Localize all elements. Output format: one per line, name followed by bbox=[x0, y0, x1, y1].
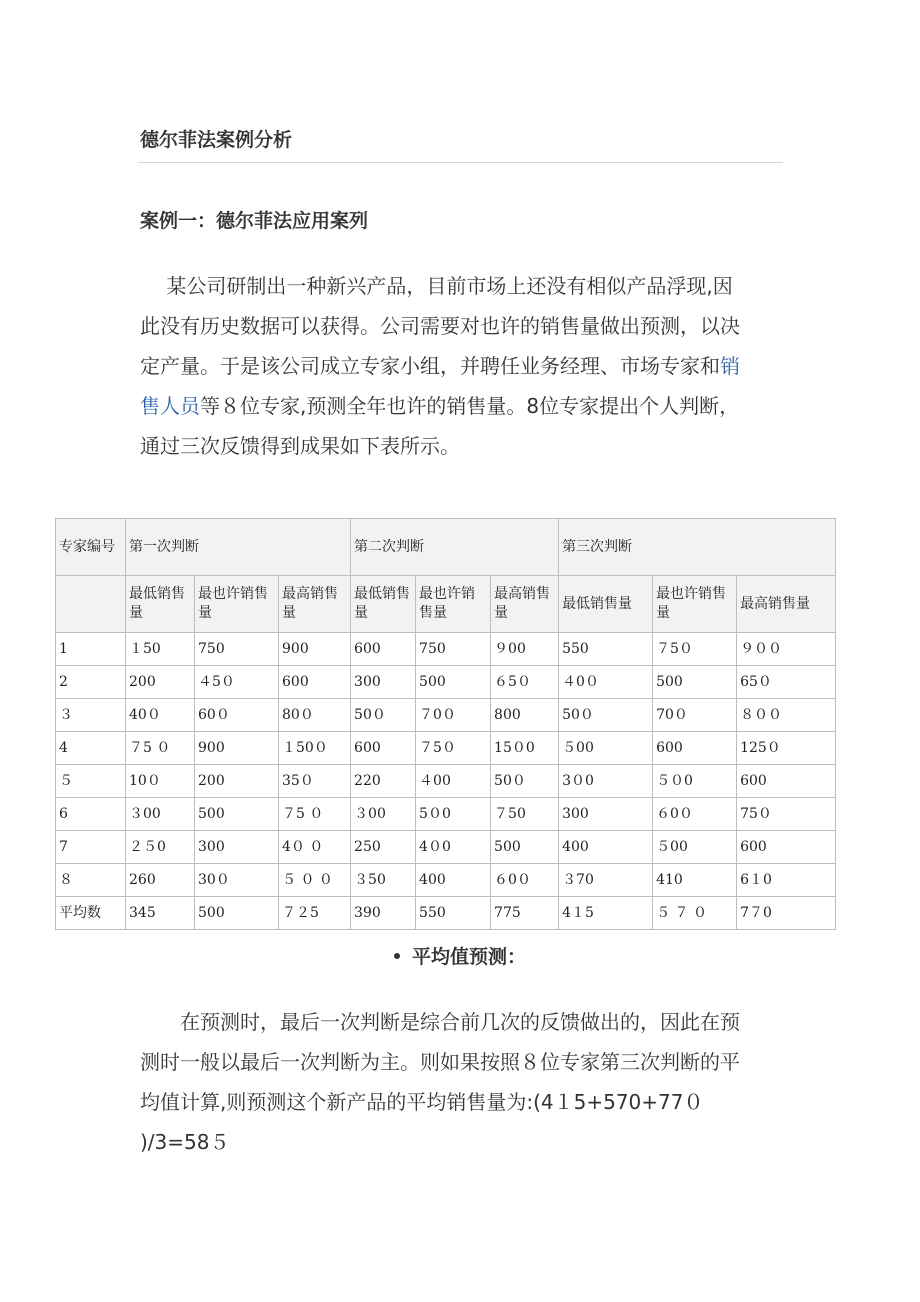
expert-id-cell: 7 bbox=[56, 831, 126, 864]
sales-value-cell: ８００ bbox=[737, 699, 836, 732]
sales-value-cell: 500 bbox=[416, 666, 491, 699]
sales-value-cell: 300 bbox=[195, 831, 279, 864]
expert-id-cell: 1 bbox=[56, 633, 126, 666]
page-title: 德尔菲法案例分析 bbox=[140, 129, 293, 151]
conclusion-line: )/3=58５ bbox=[140, 1130, 230, 1154]
table-row bbox=[56, 732, 836, 765]
table-row bbox=[56, 831, 836, 864]
sales-value-cell: 80０ bbox=[279, 699, 351, 732]
sales-value-cell: 345 bbox=[126, 897, 195, 930]
subheader-cell: 最高销售量 bbox=[491, 576, 559, 633]
subheader-cell: 最低销售量 bbox=[559, 576, 653, 633]
sales-value-cell: 125０ bbox=[737, 732, 836, 765]
sales-value-cell: ２５0 bbox=[126, 831, 195, 864]
sales-value-cell: １50 bbox=[126, 633, 195, 666]
sales-value-cell: ３70 bbox=[559, 864, 653, 897]
sales-value-cell: ５00 bbox=[653, 831, 737, 864]
sales-value-cell: 900 bbox=[279, 633, 351, 666]
group-header: 第二次判断 bbox=[351, 519, 559, 576]
subheader-cell: 最也许销售量 bbox=[653, 576, 737, 633]
sales-value-cell: ５00 bbox=[559, 732, 653, 765]
sales-value-cell: 260 bbox=[126, 864, 195, 897]
intro-text: 定产量。于是该公司成立专家小组，并聘任业务经理、市场专家和 bbox=[140, 354, 720, 378]
sales-value-cell: 6１0 bbox=[737, 864, 836, 897]
sales-value-cell: ７0０ bbox=[416, 699, 491, 732]
subheader-cell: 最低销售量 bbox=[351, 576, 416, 633]
sales-value-cell: 5０0 bbox=[416, 798, 491, 831]
sales-value-cell: 900 bbox=[195, 732, 279, 765]
sales-value-cell: 4０ ０ bbox=[279, 831, 351, 864]
sales-value-cell: ７5 ０ bbox=[126, 732, 195, 765]
bullet-heading-text: 平均值预测： bbox=[411, 946, 526, 968]
sales-value-cell: 500 bbox=[653, 666, 737, 699]
sales-value-cell: 10０ bbox=[126, 765, 195, 798]
table-body bbox=[56, 633, 836, 930]
sales-value-cell: ４00 bbox=[416, 765, 491, 798]
sales-value-cell: 600 bbox=[351, 633, 416, 666]
table-header-row bbox=[56, 519, 836, 576]
sales-value-cell: 600 bbox=[279, 666, 351, 699]
sales-value-cell: 15０0 bbox=[491, 732, 559, 765]
expert-id-cell: 2 bbox=[56, 666, 126, 699]
sales-value-cell: 600 bbox=[737, 831, 836, 864]
sales-value-cell: 65０ bbox=[737, 666, 836, 699]
sales-value-cell: ７5０ bbox=[416, 732, 491, 765]
sales-value-cell: １50０ bbox=[279, 732, 351, 765]
average-forecast-heading bbox=[0, 942, 920, 969]
sales-staff-link[interactable]: 售人员 bbox=[140, 394, 200, 418]
sales-value-cell: 775 bbox=[491, 897, 559, 930]
sales-value-cell: 750 bbox=[416, 633, 491, 666]
table-row bbox=[56, 666, 836, 699]
corner-header: 专家编号 bbox=[56, 519, 126, 576]
sales-value-cell: ７２5 bbox=[279, 897, 351, 930]
intro-line: 此没有历史数据可以获得。公司需要对也许的销售量做出预测，以决 bbox=[140, 314, 740, 338]
sales-value-cell: ４5０ bbox=[195, 666, 279, 699]
table-subheader-row bbox=[56, 576, 836, 633]
sales-value-cell: ４0０ bbox=[559, 666, 653, 699]
sales-value-cell: 35０ bbox=[279, 765, 351, 798]
group-header: 第三次判断 bbox=[559, 519, 836, 576]
subheader-cell: 最高销售量 bbox=[737, 576, 836, 633]
conclusion-paragraph bbox=[140, 1002, 785, 1162]
table-row bbox=[56, 765, 836, 798]
conclusion-line: 测时一般以最后一次判断为主。则如果按照８位专家第三次判断的平 bbox=[140, 1050, 740, 1074]
sales-value-cell: 800 bbox=[491, 699, 559, 732]
sales-value-cell: 7７0 bbox=[737, 897, 836, 930]
sales-value-cell: ６5０ bbox=[491, 666, 559, 699]
intro-line bbox=[140, 346, 785, 386]
expert-id-cell: ５ bbox=[56, 765, 126, 798]
intro-text: 等８位专家,预测全年也许的销售量。8位专家提出个人判断， bbox=[200, 394, 740, 418]
table-row bbox=[56, 633, 836, 666]
sales-value-cell: 50０ bbox=[351, 699, 416, 732]
sales-value-cell: 550 bbox=[416, 897, 491, 930]
sales-value-cell: 250 bbox=[351, 831, 416, 864]
bullet-dot bbox=[394, 953, 400, 959]
sales-value-cell: 60０ bbox=[195, 699, 279, 732]
sales-value-cell: 220 bbox=[351, 765, 416, 798]
sales-value-cell: ３00 bbox=[351, 798, 416, 831]
sales-value-cell: 410 bbox=[653, 864, 737, 897]
expert-id-cell: 平均数 bbox=[56, 897, 126, 930]
sales-value-cell: 300 bbox=[351, 666, 416, 699]
section-heading: 案例一：德尔菲法应用案列 bbox=[140, 210, 369, 232]
sales-value-cell: 600 bbox=[351, 732, 416, 765]
sales-value-cell: ５ ０ ０ bbox=[279, 864, 351, 897]
sales-value-cell: 3０0 bbox=[559, 765, 653, 798]
sales-value-cell: 30０ bbox=[195, 864, 279, 897]
subheader-cell: 最高销售量 bbox=[279, 576, 351, 633]
table-row bbox=[56, 864, 836, 897]
sales-value-cell: 200 bbox=[195, 765, 279, 798]
sales-value-cell: 600 bbox=[737, 765, 836, 798]
sales-value-cell: 4１5 bbox=[559, 897, 653, 930]
sales-value-cell: 50０ bbox=[559, 699, 653, 732]
subheader-cell: 最也许销售量 bbox=[195, 576, 279, 633]
sales-value-cell: ９００ bbox=[737, 633, 836, 666]
sales-value-cell: 400 bbox=[416, 864, 491, 897]
sales-value-cell: 70０ bbox=[653, 699, 737, 732]
sales-value-cell: 40０ bbox=[126, 699, 195, 732]
sales-value-cell: 500 bbox=[195, 897, 279, 930]
sales-value-cell: 400 bbox=[559, 831, 653, 864]
sales-value-cell: 600 bbox=[653, 732, 737, 765]
conclusion-line: 均值计算,则预测这个新产品的平均销售量为:(4１5+570+77０ bbox=[140, 1090, 704, 1114]
sales-value-cell: 4０0 bbox=[416, 831, 491, 864]
subheader-cell: 最低销售量 bbox=[126, 576, 195, 633]
sales-value-cell: ６0０ bbox=[653, 798, 737, 831]
empty-header-cell bbox=[56, 576, 126, 633]
sales-value-cell: 50０ bbox=[491, 765, 559, 798]
sales-value-cell: 75０ bbox=[737, 798, 836, 831]
intro-line: 通过三次反馈得到成果如下表所示。 bbox=[140, 434, 460, 458]
forecast-table bbox=[55, 518, 836, 930]
sales-value-cell: ５ ７ ０ bbox=[653, 897, 737, 930]
expert-id-cell: ３ bbox=[56, 699, 126, 732]
sales-value-cell: ６0０ bbox=[491, 864, 559, 897]
intro-paragraph bbox=[140, 266, 785, 466]
sales-value-cell: 390 bbox=[351, 897, 416, 930]
sales-value-cell: ７50 bbox=[491, 798, 559, 831]
table-row bbox=[56, 699, 836, 732]
sales-value-cell: 750 bbox=[195, 633, 279, 666]
sales-value-cell: ３50 bbox=[351, 864, 416, 897]
sales-value-cell: 500 bbox=[195, 798, 279, 831]
sales-value-cell: 500 bbox=[491, 831, 559, 864]
expert-id-cell: ８ bbox=[56, 864, 126, 897]
sales-value-cell: ５０0 bbox=[653, 765, 737, 798]
expert-id-cell: 6 bbox=[56, 798, 126, 831]
conclusion-line: 在预测时，最后一次判断是综合前几次的反馈做出的，因此在预 bbox=[140, 1010, 740, 1034]
sales-staff-link[interactable]: 销 bbox=[720, 354, 740, 378]
table-row bbox=[56, 798, 836, 831]
title-divider bbox=[138, 162, 783, 163]
expert-id-cell: 4 bbox=[56, 732, 126, 765]
intro-line: 某公司研制出一种新兴产品，目前市场上还没有相似产品浮现,因 bbox=[140, 274, 733, 298]
sales-value-cell: 550 bbox=[559, 633, 653, 666]
table-row bbox=[56, 897, 836, 930]
sales-value-cell: 200 bbox=[126, 666, 195, 699]
sales-value-cell: 300 bbox=[559, 798, 653, 831]
subheader-cell: 最也许销售量 bbox=[416, 576, 491, 633]
sales-value-cell: ７5０ bbox=[653, 633, 737, 666]
intro-line bbox=[140, 386, 785, 426]
sales-value-cell: ９00 bbox=[491, 633, 559, 666]
sales-value-cell: ７5 ０ bbox=[279, 798, 351, 831]
group-header: 第一次判断 bbox=[126, 519, 351, 576]
sales-value-cell: ３00 bbox=[126, 798, 195, 831]
